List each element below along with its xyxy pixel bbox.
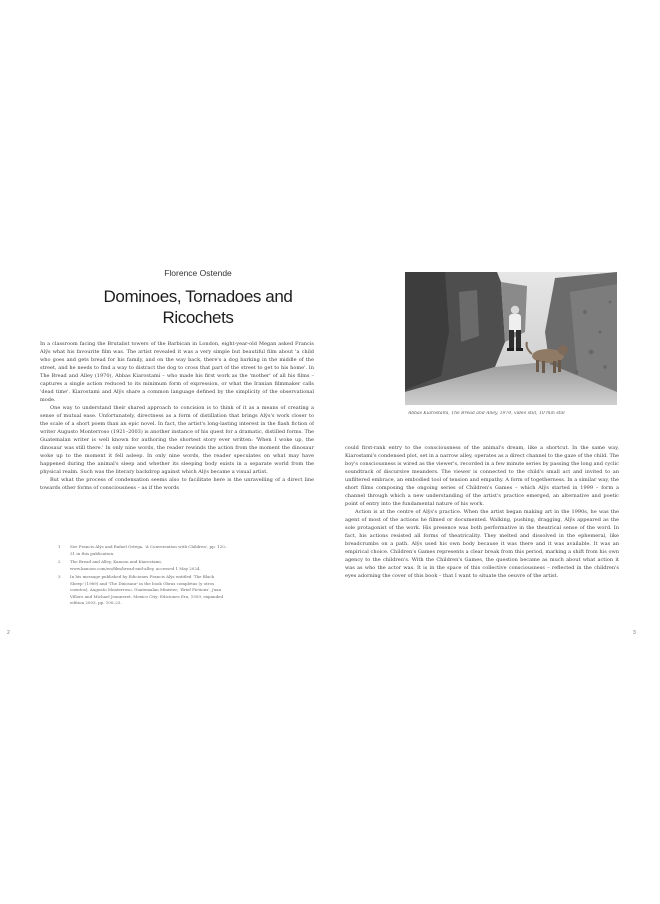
paragraph: Action is at the centre of Alÿs's practice. When the artist began making art in the 1990s, he was the agent of most of the actions he filmed or documented. Walking, pushing, dragging, Alÿs appeared as the sole protagonist of the work. His presence was both performative in the theatrical sense of the word. In fact, his actions resisted all forms of theatricality. They melted and dissolved in the ephemeral, like breadcrumbs on a path. Alÿs used his own body because it was there and it was available. It was an empirical choice. Children's Games represents a clear break from this period, marking a shift from his own agency to the children's. With the Children's Games, the question became as much about what action it was as who the actor was. It is in the space of this collective consciousness – reflected in the children's eyes adorning the cover of this book – that I want to situate the oeuvre of the artist.	[345, 509, 619, 579]
footnote-number: 2	[58, 559, 61, 564]
paragraph: One way to understand their shared approach to concision is to think of it as a means of creating a sense of mutual ease. Unfortunately, directness as a form of distillation that brings Alÿs's work closer to the scale of a short poem than an epic novel. In fact, the artist's long-lasting interest in the flash fiction of writer Augusto Monterroso (1921–2003) is another instance of his quest for a dramatic, distilled forms. The Guatemalan writer is well known for authoring the shortest story ever written: 'When I woke up, the dinosaur was still there.' In only nine words, the reader rewinds the action from the moment the dinosaur woke up to the moment it fell asleep. In only nine words, the reader speculates on what may have happened during the animal's sleep and whether its sleeping body exists in a separate world from the physical realm. Such was the literary backdrop against which Alÿs became a visual artist.	[40, 405, 314, 475]
footnote-text: In his message published by Ediciones Francis Alÿs entitled 'The Black Sheep' (1969) and 'The Dinosaur' in the book Obras completas (y otros cuentos), Augusto Monterroso, Guatemalan Minister; 'Brief Fictions', Juan Villoro and Michael Jeanneret, Mexico City: Ediciones Era, 1959, expanded edition 2003, pp. 100–23.	[70, 574, 224, 605]
essay-title: Dominoes, Tornadoes and Ricochets	[103, 287, 293, 327]
paragraph: In a classroom facing the Brutalist towers of the Barbican in London, eight-year-old Megan asked Francis Alÿs what his favourite film was. The artist revealed it was a very simple but beautiful film about 'a child who goes and gets bread for his family, and on the way back, there's a dog barking in the middle of the street, and he needs to find a way to distract the dog to cross that part of the street to get to his home'. In The Bread and Alley (1970), Abbas Kiarostami – who made his first work as the 'mother' of all his films – captures a single action reduced to its minimum form of expression, or what the Iranian filmmaker calls 'dead time'. Kiarostami and Alÿs share a common language defined by the simplicity of the observational mode.	[40, 341, 314, 403]
film-still-photo	[405, 272, 617, 405]
footnote-number: 3	[58, 574, 61, 579]
doorway	[459, 290, 479, 342]
photo-caption: Abbas Kiarostami, The Bread and Alley, 1970, video still, 10 min still	[408, 411, 565, 416]
footnote-text: The Bread and Alley, Kanoon and Kiarostami, www.kanoon.com/en/film/bread-and-alley, accessed 1 May 2024.	[70, 559, 201, 571]
footnote	[58, 574, 228, 607]
paragraph: could first-rank entry to the consciousness of the animal's dream, like a shortcut. In the same way, Kiarostami's condensed plot, set in a narrow alley, operates as a direct channel to the gaze of the child. The boy's consciousness is wired as the viewer's, recorded in a few minute series by passing the long and cyclic soundtrack of discursive meanders. The viewer is connected to the child's small act and invited to an unfiltered embrace, an embodied tool of tension and empathy. A form of togetherness. In a similar way, the short films composing the ongoing series of Children's Games – which Alÿs started in 1999 – form a channel through which a new understanding of the artist's practice emerged, an alternative and poetic point of entry into the fundamental nature of his work.	[345, 445, 619, 507]
footnote-text: See Francis Alÿs and Rafael Ortega, 'A Conversation with Children', pp. 120–31 in this publication.	[70, 544, 227, 556]
footnotes	[58, 544, 228, 609]
author-name: Florence Ostende	[164, 268, 232, 278]
page-number-right: 3	[633, 630, 636, 636]
paragraph: But what the process of condensation seems also to facilitate here is the unravelling of a direct line towards other forms of consciousness – as if the words	[40, 477, 314, 491]
footnote	[58, 559, 228, 572]
footnote-number: 1	[58, 544, 61, 549]
page-number-left: 2	[7, 630, 10, 636]
left-page-body	[40, 340, 314, 532]
right-page-body	[345, 444, 619, 588]
footnote	[58, 544, 228, 557]
alley-photo-illustration	[405, 272, 617, 405]
